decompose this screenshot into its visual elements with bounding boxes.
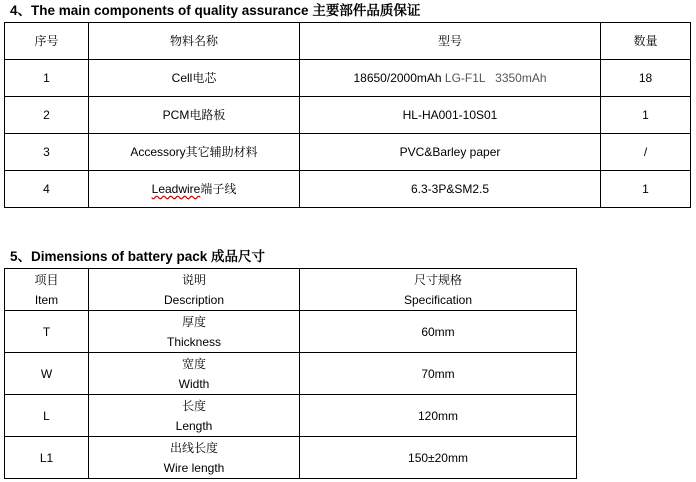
cell-model: PVC&Barley paper [300,134,601,171]
header-description-en: Description [163,292,225,307]
table-row [5,97,691,134]
cell-item: T [5,311,89,353]
cell-description [89,353,300,395]
header-description [89,269,300,311]
cell-description [89,437,300,479]
description-cn: 长度 [181,398,206,413]
table-row [5,353,577,395]
description-en: Thickness [166,334,222,349]
cell-quantity: 18 [601,60,691,97]
header-item [5,269,89,311]
cell-specification: 60mm [300,311,577,353]
header-model: 型号 [300,23,601,60]
description-cn: 宽度 [181,356,206,371]
table-row [5,311,577,353]
model-part-b: LG-F1L 3350mAh [444,71,547,85]
header-specification-en: Specification [403,292,473,307]
description-en: Wire length [163,460,225,475]
description-en: Length [175,418,213,433]
table-header-row [5,269,577,311]
cell-material-name: Accessory其它辅助材料 [89,134,300,171]
cell-quantity: 1 [601,171,691,208]
cell-serial-no: 3 [5,134,89,171]
description-en: Width [178,376,210,391]
cell-description [89,311,300,353]
cell-serial-no: 2 [5,97,89,134]
cell-specification: 150±20mm [300,437,577,479]
cell-material-name [89,171,300,208]
cell-material-name: PCM电路板 [89,97,300,134]
cell-specification: 70mm [300,353,577,395]
header-description-cn: 说明 [181,272,206,287]
dimensions-table [4,268,577,479]
cell-item: W [5,353,89,395]
section5-heading: 5、Dimensions of battery pack 成品尺寸 [10,249,266,264]
cell-model: 6.3-3P&SM2.5 [300,171,601,208]
cell-description [89,395,300,437]
cell-specification: 120mm [300,395,577,437]
header-quantity: 数量 [601,23,691,60]
description-cn: 出线长度 [169,440,218,455]
table-row [5,395,577,437]
header-specification [300,269,577,311]
table-header-row [5,23,691,60]
material-name-cn: 端子线 [200,182,237,196]
description-cn: 厚度 [181,314,206,329]
header-item-cn: 项目 [34,272,59,287]
header-material-name: 物料名称 [89,23,300,60]
cell-serial-no: 4 [5,171,89,208]
cell-model: HL-HA001-10S01 [300,97,601,134]
section4-heading: 4、The main components of quality assurance 主要部件品质保证 [10,3,421,18]
cell-material-name: Cell电芯 [89,60,300,97]
table-row [5,171,691,208]
cell-item: L1 [5,437,89,479]
cell-model [300,60,601,97]
table-row [5,437,577,479]
cell-quantity: 1 [601,97,691,134]
table-row [5,60,691,97]
header-serial-no: 序号 [5,23,89,60]
table-row [5,134,691,171]
header-item-en: Item [34,292,59,307]
components-table [4,22,691,208]
model-part-a: 18650/2000mAh [353,71,442,85]
cell-item: L [5,395,89,437]
material-name-en: Leadwire [151,182,201,196]
header-specification-cn: 尺寸规格 [413,272,462,287]
cell-quantity: / [601,134,691,171]
cell-serial-no: 1 [5,60,89,97]
